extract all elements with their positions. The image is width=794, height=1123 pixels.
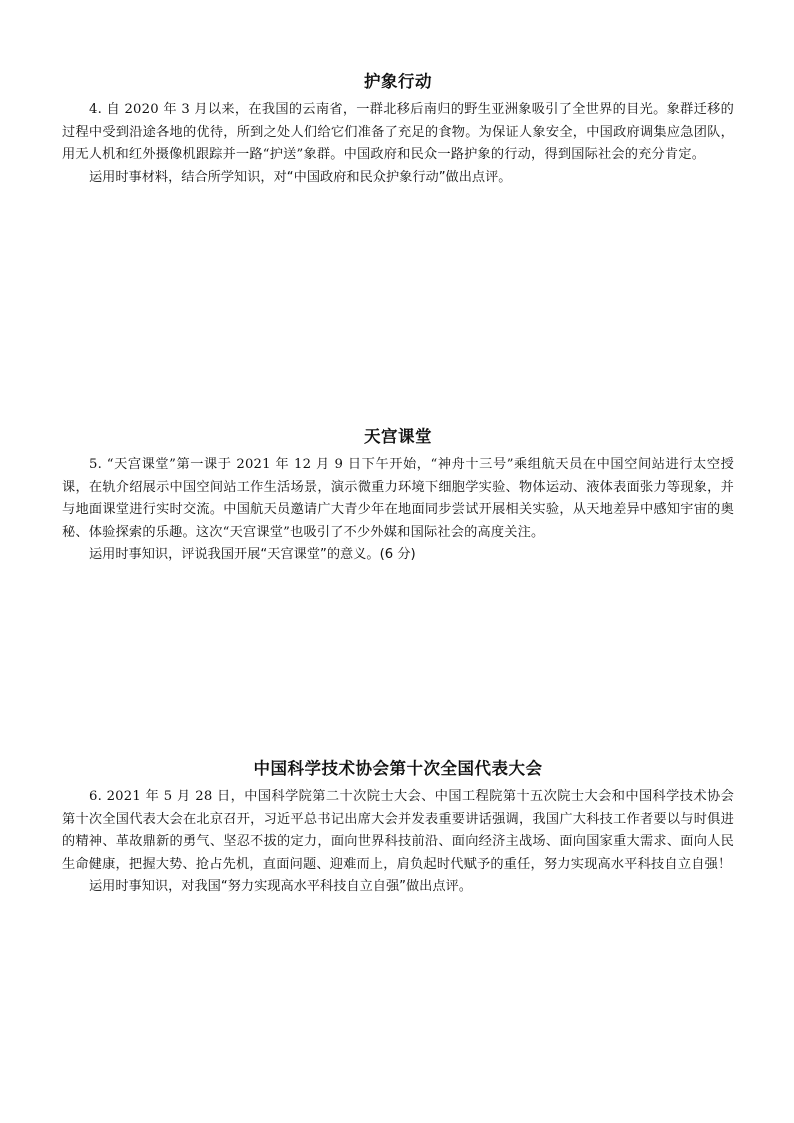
question-4-material: 4. 自 2020 年 3 月以来，在我国的云南省，一群北移后南归的野生亚洲象吸引了全世界的目光。象群迁移的过程中受到沿途各地的优待，所到之处人们给它们准备了充足的食物。为保证人象安全，中国政府调集应急团队，用无人机和红外摄像机跟踪并一路“护送”象群。中国政府和民众一路护象的行动，得到国际社会的充分肯定。 bbox=[62, 102, 734, 162]
question-6-material: 6. 2021 年 5 月 28 日，中国科学院第二十次院士大会、中国工程院第十五次院士大会和中国科学技术协会第十次全国代表大会在北京召开，习近平总书记出席大会并发表重要讲话强调，我国广大科技工作者要以与时俱进的精神、革故鼎新的勇气、坚忍不拔的定力，面向世界科技前沿、面向经济主战场、面向国家重大需求、面向人民生命健康，把握大势、抢占先机，直面问题、迎难而上，肩负起时代赋予的重任，努力实现高水平科技自立自强！ bbox=[62, 789, 734, 872]
question-4-prompt: 运用时事材料，结合所学知识，对“中国政府和民众护象行动”做出点评。 bbox=[89, 169, 512, 185]
question-5-prompt: 运用时事知识，评说我国开展“天宫课堂”的意义。(6 分) bbox=[89, 547, 416, 562]
section-title-tiangong-classroom: 天宫课堂 bbox=[364, 427, 432, 446]
question-5-section bbox=[62, 426, 734, 567]
question-6-prompt: 运用时事知识，对我国“努力实现高水平科技自立自强”做出点评。 bbox=[89, 879, 472, 894]
question-4-section bbox=[62, 71, 734, 189]
section-title-elephant-protection: 护象行动 bbox=[364, 72, 432, 91]
section-title-cast-congress: 中国科学技术协会第十次全国代表大会 bbox=[253, 759, 543, 778]
question-6-section bbox=[62, 758, 734, 899]
question-5-material: 5. “天宫课堂”第一课于 2021 年 12 月 9 日下午开始，“神舟十三号”乘组航天员在中国空间站进行太空授课，在轨介绍展示中国空间站工作生活场景，演示微重力环境下细胞学实验、物体运动、液体表面张力等现象，并与地面课堂进行实时交流。中国航天员邀请广大青少年在地面同步尝试开展相关实验，从天地差异中感知宇宙的奥秘、体验探索的乐趣。这次“天宫课堂”也吸引了不少外媒和国际社会的高度关注。 bbox=[62, 457, 734, 540]
